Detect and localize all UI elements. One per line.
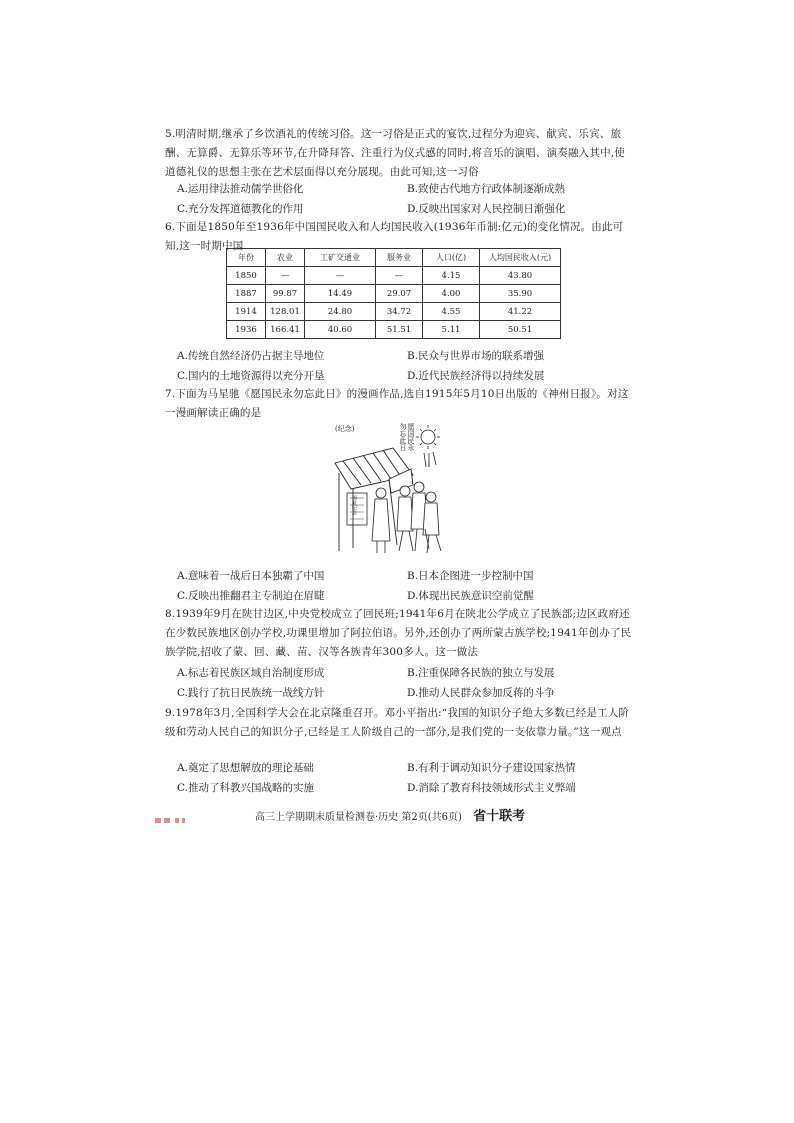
option-c: C.充分发挥道德教化的作用 — [177, 203, 304, 215]
page-footer — [255, 805, 525, 824]
table-cell: 50.51 — [480, 321, 561, 339]
question-6-text: 6.下面是1850年至1936年中国国民收入和人均国民收入(1936年币制:亿元)的变化情况。由此可知,这一时期中国 — [165, 221, 624, 252]
question-7-options — [177, 566, 637, 606]
question-8 — [165, 605, 635, 662]
table-header: 人口(亿) — [423, 249, 480, 267]
income-table — [226, 248, 561, 339]
question-7 — [165, 385, 635, 423]
option-b: B.致使古代地方行政体制逐渐成熟 — [407, 183, 566, 195]
table-cell: 128.01 — [266, 303, 305, 321]
option-a: A.传统自然经济仍占据主导地位 — [177, 350, 325, 362]
question-5-text: 5.明清时期,继承了乡饮酒礼的传统习俗。这一习俗是正式的宴饮,过程分为迎宾、献宾、乐宾、旅酬、无算爵、无算乐等环节,在升降拜答、注重行为仪式感的同时,将音乐的演唱、演奏融入其中,使道德礼仪的思想主张在艺术层面得以充分展现。由此可知,这一习俗 — [165, 128, 626, 178]
option-a: A.标志着民族区域自治制度形成 — [177, 667, 325, 679]
table-header: 服务业 — [376, 249, 423, 267]
option-d: D.近代民族经济得以持续发展 — [407, 370, 545, 382]
footer-text: 高三上学期期末质量检测卷·历史 第2页(共6页) — [255, 812, 462, 823]
table-header: 农业 — [266, 249, 305, 267]
table-header-row — [227, 249, 561, 267]
table-cell: 24.80 — [305, 303, 376, 321]
table-row — [227, 285, 561, 303]
table-row — [227, 303, 561, 321]
table-cell: — — [266, 267, 305, 285]
option-d: D.消除了教育科技领域形式主义弊端 — [407, 782, 576, 794]
question-9 — [165, 704, 635, 742]
question-9-options — [177, 758, 637, 798]
question-8-text: 8.1939年9月在陕甘边区,中央党校成立了回民班;1941年6月在陕北公学成立了民族部;边区政府还在少数民族地区创办学校,功课里增加了阿拉伯语。另外,还创办了两所蒙古族学校;1941年创办了民族学院,招收了蒙、回、藏、苗、汉等各族青年300多人。这一做法 — [165, 608, 632, 658]
table-cell: 41.22 — [480, 303, 561, 321]
option-d: D.体现出民族意识空前觉醒 — [407, 590, 534, 602]
option-a: A.运用律法推动儒学世俗化 — [177, 183, 304, 195]
option-a: A.意味着一战后日本独霸了中国 — [177, 570, 325, 582]
question-5-options — [177, 179, 637, 219]
table-cell: 166.41 — [266, 321, 305, 339]
table-cell: 4.15 — [423, 267, 480, 285]
question-5 — [165, 125, 635, 182]
table-cell: 1887 — [227, 285, 266, 303]
table-cell: 1914 — [227, 303, 266, 321]
option-a: A.奠定了思想解放的理论基础 — [177, 762, 314, 774]
table-cell: 35.90 — [480, 285, 561, 303]
table-cell: 4.55 — [423, 303, 480, 321]
table-header: 工矿交通业 — [305, 249, 376, 267]
table-header: 人均国民收入(元) — [480, 249, 561, 267]
option-b: B.民众与世界市场的联系增强 — [407, 350, 545, 362]
option-c: C.国内的土地资源得以充分开垦 — [177, 370, 325, 382]
table-cell: 1936 — [227, 321, 266, 339]
option-d: D.反映出国家对人民控制日渐强化 — [407, 203, 566, 215]
cartoon-flag-text: 国耻纪念 — [351, 495, 357, 515]
table-cell: 5.11 — [423, 321, 480, 339]
cartoon-illustration — [333, 423, 448, 563]
table-cell: 4.00 — [423, 285, 480, 303]
question-7-text: 7.下面为马星驰《愿国民永勿忘此日》的漫画作品,选自1915年5月10日出版的《神州日报》。对这一漫画解读正确的是 — [165, 388, 629, 419]
option-b: B.注重保障各民族的独立与发展 — [407, 667, 555, 679]
table-row — [227, 321, 561, 339]
option-c: C.推动了科教兴国战略的实施 — [177, 782, 314, 794]
table-cell: 14.49 — [305, 285, 376, 303]
cartoon-sign: (纪念) — [335, 425, 355, 433]
table-cell: 34.72 — [376, 303, 423, 321]
table-header: 年份 — [227, 249, 266, 267]
option-b: B.有利于调动知识分子建设国家热情 — [407, 762, 576, 774]
question-8-options — [177, 663, 637, 703]
question-6-options — [177, 346, 637, 386]
brand-logo: 省十联考 — [473, 809, 526, 824]
table-cell: 40.60 — [305, 321, 376, 339]
cartoon-banner: 愿国民永勿忘此日 — [399, 423, 415, 451]
option-c: C.践行了抗日民族统一战线方针 — [177, 687, 325, 699]
option-c: C.反映出推翻君主专制迫在眉睫 — [177, 590, 325, 602]
table-cell: 43.80 — [480, 267, 561, 285]
table-cell: — — [376, 267, 423, 285]
table-cell: 51.51 — [376, 321, 423, 339]
option-d: D.推动人民群众参加反蒋的斗争 — [407, 687, 555, 699]
option-b: B.日本企图进一步控制中国 — [407, 570, 534, 582]
table-cell: — — [305, 267, 376, 285]
table-cell: 29.07 — [376, 285, 423, 303]
table-row — [227, 267, 561, 285]
table-cell: 1850 — [227, 267, 266, 285]
question-9-text: 9.1978年3月,全国科学大会在北京隆重召开。邓小平指出:“我国的知识分子绝大多数已经是工人阶级和劳动人民自己的知识分子,已经是工人阶级自己的一部分,是我们党的一支依靠力量。”这一观点 — [165, 707, 630, 738]
table-cell: 99.87 — [266, 285, 305, 303]
red-stamp-mark-icon — [155, 818, 197, 824]
